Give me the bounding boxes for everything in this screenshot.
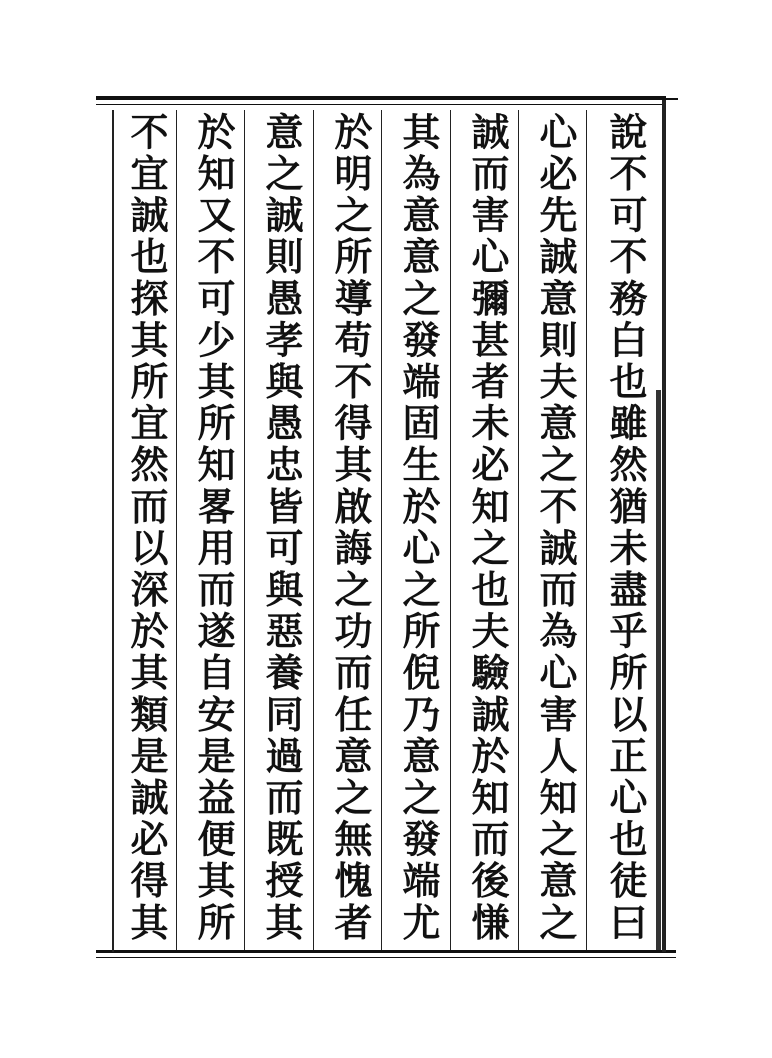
text-column-4: 其為意意之發端固生於心之所倪乃意之發端尤 xyxy=(396,112,441,944)
column-divider xyxy=(313,110,314,950)
text-column-1: 說不可不務白也雖然猶未盡乎所以正心也徒曰 xyxy=(603,112,648,944)
text-column-6: 意之誠則愚孝與愚忠皆可與惡養同過而既授其 xyxy=(259,112,304,944)
column-divider xyxy=(586,110,587,950)
right-margin-band xyxy=(656,390,661,950)
bottom-border-rule xyxy=(96,950,676,953)
left-border-rule xyxy=(112,110,114,952)
text-column-5: 於明之所導苟不得其啟誨之功而任意之無愧者 xyxy=(328,112,373,944)
top-rule-tick xyxy=(664,98,678,100)
column-divider xyxy=(518,110,519,950)
text-column-2: 心必先誠意則夫意之不誠而為心害人知之意之 xyxy=(533,112,578,944)
bottom-inner-rule xyxy=(96,957,676,958)
top-border-rule xyxy=(96,96,666,100)
column-divider xyxy=(381,110,382,950)
column-divider xyxy=(244,110,245,950)
text-column-7: 於知又不可少其所知畧用而遂自安是益便其所 xyxy=(191,112,236,944)
text-column-8: 不宜誠也探其所宜然而以深於其類是誠必得其 xyxy=(124,112,169,944)
right-border-rule xyxy=(662,100,666,952)
top-inner-rule xyxy=(96,104,666,105)
column-divider xyxy=(450,110,451,950)
text-column-3: 誠而害心彌甚者未必知之也夫驗誠於知而後慊 xyxy=(465,112,510,944)
